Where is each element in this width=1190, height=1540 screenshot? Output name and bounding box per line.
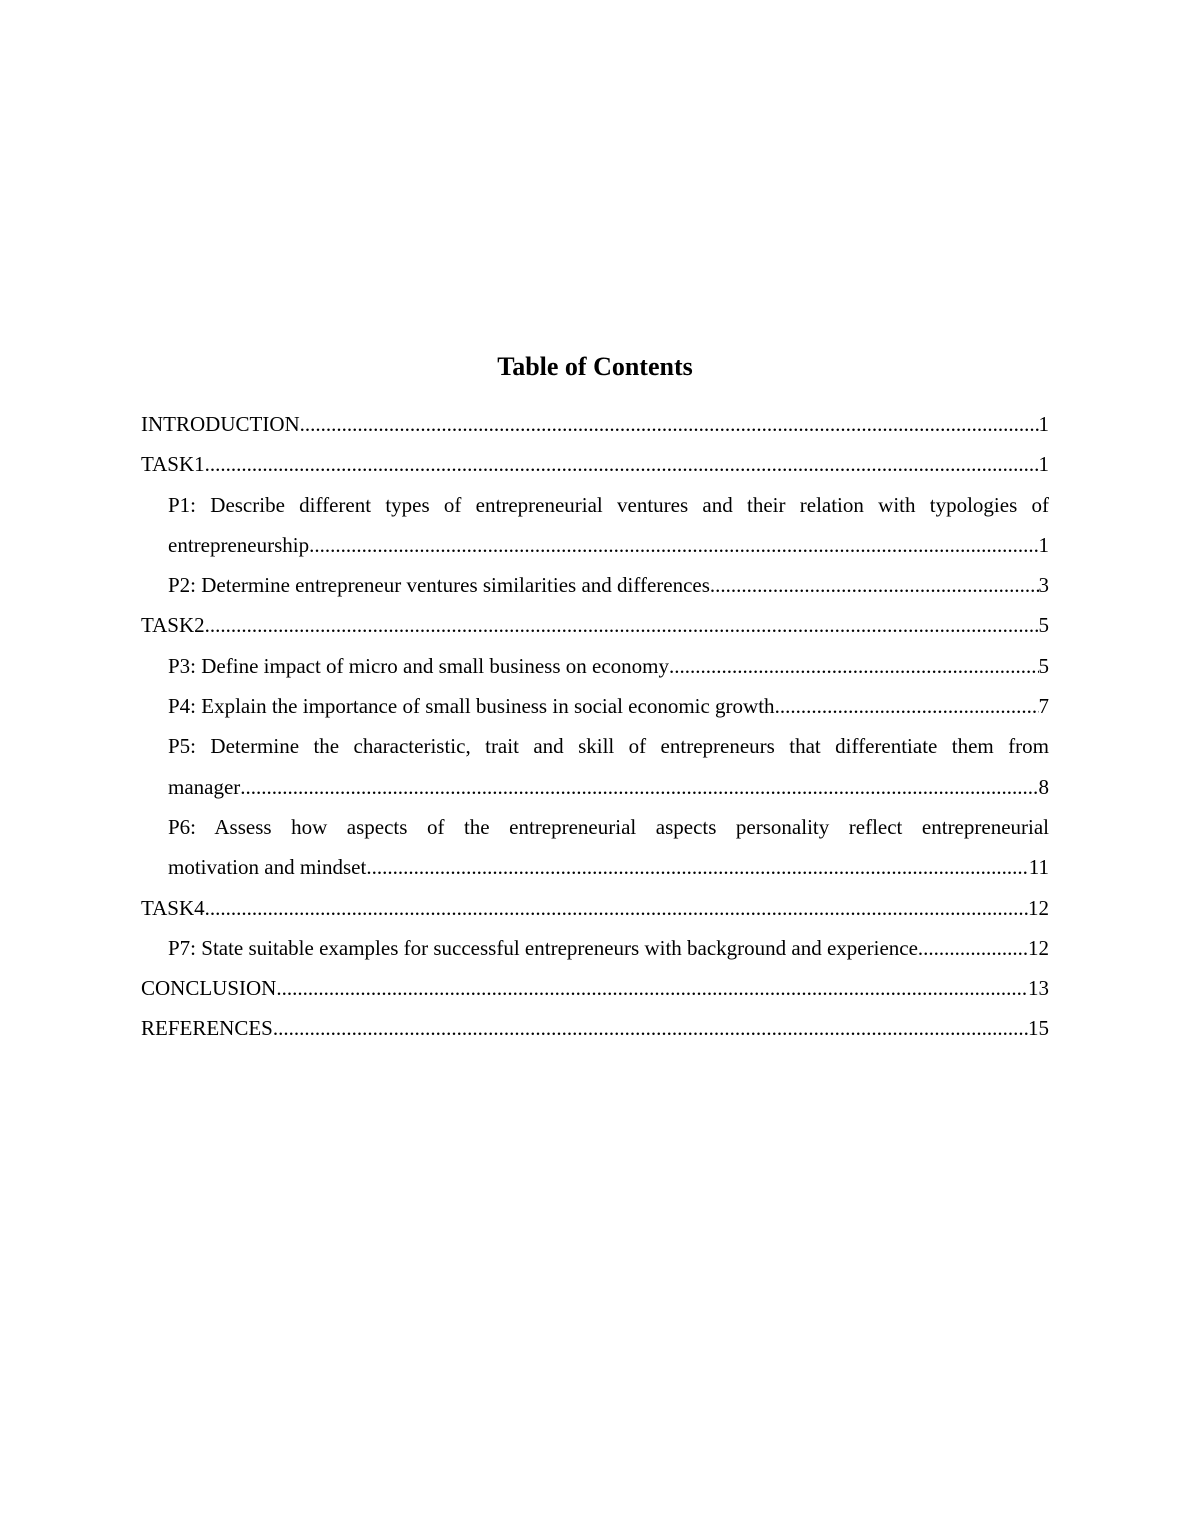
toc-dot-leader bbox=[923, 928, 1028, 968]
toc-entry-text: CONCLUSION bbox=[141, 976, 277, 1001]
toc-link-conclusion[interactable] bbox=[141, 968, 1049, 1008]
toc-dot-leader bbox=[273, 1008, 1028, 1048]
toc-link-p7[interactable] bbox=[141, 928, 1049, 968]
toc-item-p1 bbox=[141, 485, 1049, 566]
toc-entry-text-line1: P5: Determine the characteristic, trait and skill of entrepreneurs that differentiate them from bbox=[168, 734, 1049, 759]
toc-page-number: 8 bbox=[1038, 774, 1049, 799]
toc-dot-leader bbox=[276, 968, 1028, 1008]
toc-item-task4 bbox=[141, 888, 1049, 928]
toc-entry-text: manager bbox=[168, 774, 241, 799]
toc-dot-leader bbox=[710, 565, 1039, 605]
toc-link-p5[interactable] bbox=[141, 726, 1049, 807]
toc-item-p2 bbox=[141, 565, 1049, 605]
toc-dot-leader bbox=[309, 525, 1038, 565]
toc-entry-text: motivation and mindset bbox=[168, 855, 367, 880]
toc-dot-leader bbox=[205, 444, 1039, 484]
toc-entry-text: entrepreneurship bbox=[168, 532, 310, 557]
toc-entry-text: P3: Define impact of micro and small business on economy bbox=[168, 653, 669, 678]
toc-dot-leader bbox=[205, 888, 1028, 928]
toc-item-task2 bbox=[141, 605, 1049, 645]
toc-page-number: 1 bbox=[1038, 412, 1049, 436]
toc-entry-text: TASK4 bbox=[141, 895, 205, 920]
toc-page-number: 15 bbox=[1028, 1016, 1049, 1041]
toc-item-references bbox=[141, 1008, 1049, 1048]
toc-dot-leader bbox=[669, 646, 1039, 686]
toc-item-conclusion bbox=[141, 968, 1049, 1008]
toc-entry-text: P4: Explain the importance of small business in social economic growth bbox=[168, 694, 775, 719]
toc-link-introduction[interactable] bbox=[141, 404, 1049, 444]
toc-link-references[interactable] bbox=[141, 1008, 1049, 1048]
toc-link-task2[interactable] bbox=[141, 605, 1049, 645]
toc-title: Table of Contents bbox=[497, 352, 693, 381]
toc-page-number: 12 bbox=[1028, 935, 1049, 960]
toc-entry-text: TASK2 bbox=[141, 613, 205, 638]
toc-dot-leader bbox=[240, 767, 1038, 807]
toc-dot-leader bbox=[205, 605, 1039, 645]
toc-page-number: 7 bbox=[1038, 694, 1049, 719]
toc-entry-text-line1: P1: Describe different types of entrepreneurial ventures and their relation with typologies of bbox=[168, 492, 1049, 517]
toc-page-number: 1 bbox=[1038, 452, 1049, 477]
toc-entry-text: TASK1 bbox=[141, 452, 205, 477]
toc-dot-leader bbox=[300, 404, 1039, 444]
toc-link-p3[interactable] bbox=[141, 646, 1049, 686]
toc-page-number: 5 bbox=[1038, 613, 1049, 638]
toc-entry-text-line1: P6: Assess how aspects of the entrepreneurial aspects personality reflect entrepreneurial bbox=[168, 814, 1049, 839]
toc-entry-text: P2: Determine entrepreneur ventures similarities and differences bbox=[168, 573, 710, 598]
toc-dot-leader bbox=[775, 686, 1039, 726]
toc-link-p1[interactable] bbox=[141, 485, 1049, 566]
toc-dot-leader bbox=[366, 847, 1028, 887]
toc-entry-text: INTRODUCTION bbox=[141, 412, 300, 436]
toc-entry-text: REFERENCES bbox=[141, 1016, 273, 1041]
toc-item-p3 bbox=[141, 646, 1049, 686]
toc-item-p4 bbox=[141, 686, 1049, 726]
toc-item-p7 bbox=[141, 928, 1049, 968]
toc-page-number: 3 bbox=[1038, 573, 1049, 598]
toc-page-number: 12 bbox=[1028, 895, 1049, 920]
toc-item-p6 bbox=[141, 807, 1049, 888]
toc-link-task4[interactable] bbox=[141, 888, 1049, 928]
toc-entry-text: P7: State suitable examples for successful entrepreneurs with background and experience. bbox=[168, 935, 924, 960]
toc-list bbox=[141, 404, 1049, 1049]
toc-link-p2[interactable] bbox=[141, 565, 1049, 605]
toc-item-introduction bbox=[141, 404, 1049, 444]
toc-link-task1[interactable] bbox=[141, 444, 1049, 484]
toc-page-number: 13 bbox=[1028, 976, 1049, 1001]
toc-page-number: 11 bbox=[1028, 855, 1049, 880]
toc-page-number: 5 bbox=[1038, 653, 1049, 678]
toc-page-number: 1 bbox=[1038, 532, 1049, 557]
toc-link-p4[interactable] bbox=[141, 686, 1049, 726]
toc-item-p5 bbox=[141, 726, 1049, 807]
toc-link-p6[interactable] bbox=[141, 807, 1049, 888]
toc-item-task1 bbox=[141, 444, 1049, 484]
